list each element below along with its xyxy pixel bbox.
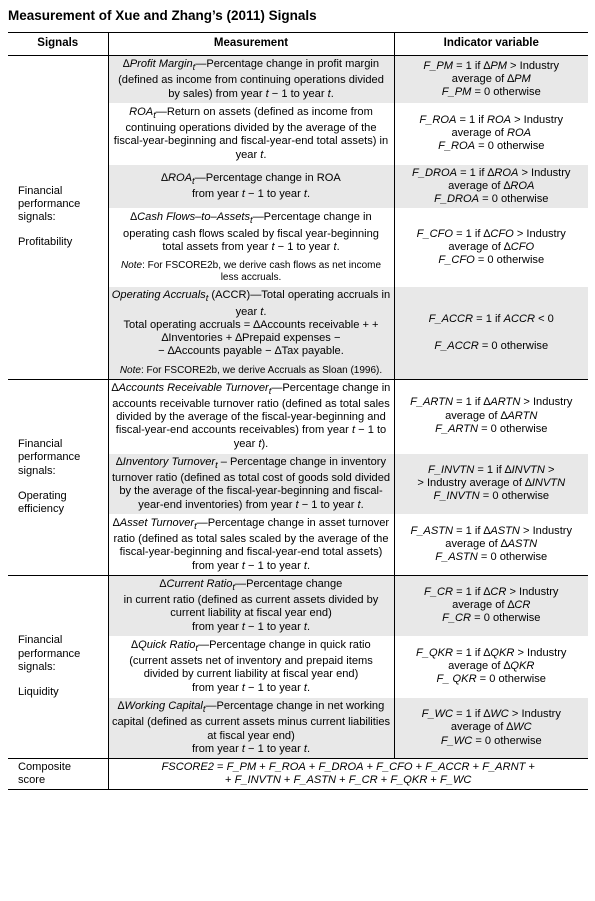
composite-formula: FSCORE2 = F_PM + F_ROA + F_DROA + F_CFO + F_ACCR + F_ARNT + + F_INVTN + F_ASTN + F_CR + F_QKR + F_WC <box>108 758 588 789</box>
composite-row <box>8 758 588 789</box>
composite-label <box>8 758 108 789</box>
group-label-line: signals: <box>18 660 56 673</box>
measurement-cell: ∆Current Ratio$_t$—Percentage change in current ratio (defined as current assets divided by current liability at fiscal year end) from year t − 1 to year t. <box>108 575 394 636</box>
measurement-note: Note: For FSCORE2b, we derive cash flows as net income less accruals. <box>120 260 382 284</box>
group-label-line <box>18 674 105 686</box>
group-label-line: performance <box>18 647 81 660</box>
table-row <box>8 56 588 104</box>
measurement-cell: ∆Accounts Receivable Turnover$_t$—Percentage change in accounts receivable turnover ratio (defined as total sales divided by the average of the fiscal-year-beginning and fiscal-year-end accounts receivables) from year t − 1 to year t). <box>108 379 394 453</box>
measurement-note: Note: For FSCORE2b, we derive Accruals as Sloan (1996). <box>119 364 383 376</box>
indicator-cell: F_DROA = 1 if ∆ROA > Industry average of ∆ROA F_DROA = 0 otherwise <box>394 164 588 209</box>
measurement-cell: ∆Quick Ratio$_t$—Percentage change in quick ratio (current assets net of inventory and prepaid items divided by current liability at fiscal year end) from year t − 1 to year t. <box>108 636 394 697</box>
group-label-line: Financial <box>18 438 63 451</box>
indicator-cell: F_ASTN = 1 if ∆ASTN > Industry average of ∆ASTN F_ASTN = 0 otherwise <box>394 514 588 575</box>
indicator-cell: F_PM = 1 if ∆PM > Industry average of ∆PM F_PM = 0 otherwise <box>394 56 588 104</box>
group-label-line: Liquidity <box>18 686 59 699</box>
measurement-cell: $\Delta ROA_t—Percentage$ change in ROA from year t − 1 to year t. <box>108 164 394 209</box>
group-label <box>8 56 108 380</box>
group-label-line: performance <box>18 198 81 211</box>
group-label-line: signals: <box>18 211 56 224</box>
indicator-cell: F_ARTN = 1 if ∆ARTN > Industry average of ∆ARTN F_ARTN = 0 otherwise <box>394 379 588 453</box>
group-label-line: signals: <box>18 464 56 477</box>
table-body <box>8 56 588 790</box>
group-label <box>8 379 108 575</box>
table-title: Measurement of Xue and Zhang’s (2011) Signals <box>8 8 317 23</box>
group-label-line: efficiency <box>18 502 65 515</box>
group-label-line: Profitability <box>18 236 73 249</box>
header-row <box>8 33 588 56</box>
measurement-cell: ∆Working Capital$_t$—Percentage change in net working capital (defined as current assets minus current liabilities at fiscal year end) from year t − 1 to year t. <box>108 697 394 758</box>
header-indicator-variable: Indicator variable <box>394 33 588 56</box>
group-label-line: score <box>18 774 46 787</box>
group-label-line <box>18 478 105 490</box>
signals-table <box>8 32 588 790</box>
table-row <box>8 575 588 636</box>
group-label-line: Composite <box>18 760 72 773</box>
measurement-cell: ∆Cash Flows–to–Assets$_t$—Percentage change in operating cash flows scaled by fiscal year-beginning total assets from year t − 1 to year t. Note: For FSCORE2b, we derive cash flows as net income less accruals. <box>108 209 394 287</box>
indicator-cell: F_INVTN = 1 if ∆INVTN > > Industry average of ∆INVTN F_INVTN = 0 otherwise <box>394 453 588 514</box>
indicator-cell: F_CR = 1 if ∆CR > Industry average of ∆CR F_CR = 0 otherwise <box>394 575 588 636</box>
group-label <box>8 575 108 758</box>
header-signals: Signals <box>8 33 108 56</box>
measurement-cell: $ROA_t—Return$ on assets (defined as income from continuing operations divided by the average of the fiscal-year-beginning and fiscal-year-end total assets) in year t. <box>108 103 394 164</box>
group-label-line: Financial <box>18 634 63 647</box>
header-measurement: Measurement <box>108 33 394 56</box>
measurement-cell: ∆Inventory Turnover$_t$ – Percentage change in inventory turnover ratio (defined as total cost of goods sold divided by the average of the fiscal-year-beginning and fiscal-year-end inventories) from year t − 1 to year t. <box>108 453 394 514</box>
indicator-cell: F_ACCR = 1 if ACCR < 0 F_ACCR = 0 otherwise <box>394 287 588 379</box>
group-label-line: Financial <box>18 184 63 197</box>
indicator-cell: F_ROA = 1 if ROA > Industry average of ROA F_ROA = 0 otherwise <box>394 103 588 164</box>
group-label-line <box>18 224 105 236</box>
measurement-cell: ∆Profit Margin$_t$—Percentage change in profit margin (defined as income from continuing operations divided by sales) from year t − 1 to year t. <box>108 56 394 104</box>
table-row <box>8 379 588 453</box>
measurement-cell: ∆Asset Turnover$_t$—Percentage change in asset turnover ratio (defined as total sales scaled by the average of the fiscal-year-beginning and fiscal-year-end total assets) from year t − 1 to year t. <box>108 514 394 575</box>
indicator-cell: F_WC = 1 if ∆WC > Industry average of ∆WC F_WC = 0 otherwise <box>394 697 588 758</box>
indicator-cell: F_QKR = 1 if ∆QKR > Industry average of ∆QKR F_ QKR = 0 otherwise <box>394 636 588 697</box>
group-label-line: Operating <box>18 489 67 502</box>
indicator-cell: F_CFO = 1 if ∆CFO > Industry average of ∆CFO F_CFO = 0 otherwise <box>394 209 588 287</box>
measurement-cell: Operating Accruals$_t$ (ACCR)—Total operating accruals in year t. Total operating accruals = ∆Accounts receivable + + ∆Inventories + ∆Prepaid expenses − − ∆Accounts payable − ∆Tax payable. Note: For FSCORE2b, we derive Accruals as Sloan (1996). <box>108 287 394 379</box>
group-label-line: performance <box>18 451 81 464</box>
